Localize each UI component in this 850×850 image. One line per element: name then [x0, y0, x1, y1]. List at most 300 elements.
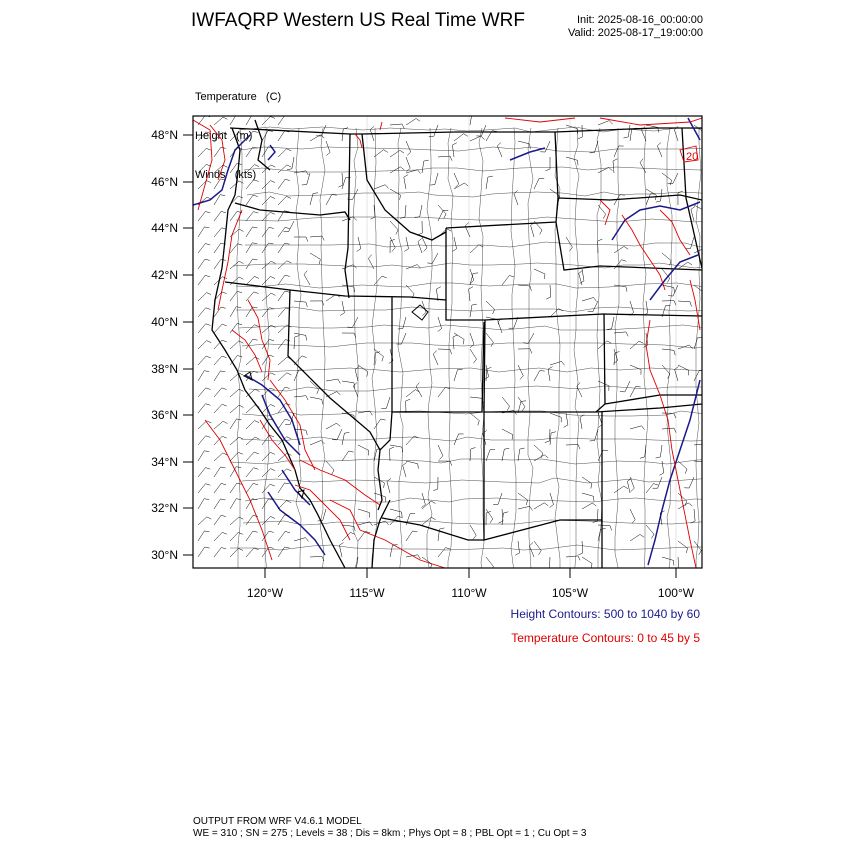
- wind-barb: [214, 467, 226, 477]
- wind-barb: [230, 307, 241, 317]
- wind-barb: [246, 405, 259, 413]
- field-height: Height (m): [195, 130, 253, 142]
- lat-label: 30°N: [151, 548, 178, 562]
- wind-barb: [198, 293, 211, 301]
- wind-barb: [262, 227, 274, 237]
- wind-barb: [678, 191, 683, 205]
- temperature-legend: Temperature Contours: 0 to 45 by 5: [511, 631, 700, 645]
- wind-barb: [580, 415, 584, 429]
- wind-barb: [198, 499, 209, 509]
- wind-barb: [278, 547, 290, 557]
- wind-barb: [566, 556, 580, 560]
- wind-barb: [518, 506, 533, 510]
- wind-barb: [214, 259, 226, 269]
- wind-barb: [230, 261, 244, 269]
- wind-barb: [518, 493, 528, 505]
- wind-barb: [675, 366, 679, 381]
- lon-label: 105°W: [551, 586, 589, 600]
- wind-barb: [230, 291, 242, 301]
- wind-barb: [198, 451, 209, 461]
- lat-ticks: [183, 135, 193, 555]
- wind-barb: [278, 387, 290, 397]
- county-line: [239, 368, 725, 372]
- wind-barb: [691, 509, 696, 523]
- wind-barb: [340, 301, 344, 316]
- coastline: [212, 120, 390, 568]
- wind-barb: [278, 275, 290, 285]
- wind-barb: [214, 548, 226, 558]
- wind-barb: [230, 517, 243, 525]
- wind-barb: [564, 413, 568, 427]
- wind-barb: [582, 557, 592, 568]
- wind-barb: [287, 157, 294, 170]
- model-config: WE = 310 ; SN = 275 ; Levels = 38 ; Dis = 8km ; Phys Opt = 8 ; PBL Opt = 1 ; Cu Opt = 3: [193, 828, 587, 839]
- wind-barb: [310, 556, 324, 561]
- wind-barb: [198, 356, 211, 365]
- wind-barb: [415, 205, 422, 218]
- wind-barb: [694, 248, 709, 253]
- wind-barb: [404, 175, 408, 189]
- county-line: [667, 128, 672, 596]
- lat-label: 48°N: [151, 128, 178, 142]
- lat-label: 38°N: [151, 362, 178, 376]
- wind-barb: [400, 205, 406, 218]
- wind-barb: [230, 405, 244, 413]
- county-line: [239, 325, 707, 330]
- wind-barb: [246, 437, 259, 445]
- wind-barb: [342, 381, 355, 388]
- wind-barb: [598, 239, 603, 253]
- wind-barb: [262, 499, 273, 509]
- wind-barb: [640, 445, 646, 458]
- wind-barb: [230, 341, 243, 349]
- wind-barb: [486, 301, 495, 314]
- wind-barb: [214, 453, 227, 461]
- wind-barb: [262, 355, 274, 365]
- wind-barb: [694, 205, 705, 216]
- wind-barb: [686, 237, 694, 249]
- wind-barb: [310, 253, 320, 264]
- wind-barb: [278, 165, 291, 173]
- wind-barb: [502, 276, 514, 286]
- wind-barb: [627, 479, 631, 494]
- wind-barb: [230, 148, 242, 157]
- wind-barb: [406, 555, 420, 559]
- wind-barb: [390, 221, 398, 234]
- wind-barb: [246, 531, 258, 541]
- wind-barb: [662, 349, 675, 355]
- wind-barb: [198, 436, 210, 445]
- wind-barb: [214, 532, 227, 541]
- wind-barb: [438, 317, 442, 332]
- wind-barb: [198, 371, 209, 381]
- wind-barb: [534, 269, 545, 279]
- wind-barb: [246, 483, 258, 493]
- wind-barb: [422, 501, 436, 509]
- wind-barb: [278, 243, 290, 253]
- wind-barb: [294, 237, 308, 242]
- wind-barb: [198, 244, 210, 254]
- wind-barb: [433, 477, 438, 491]
- wind-barb: [214, 307, 226, 317]
- wind-barb: [421, 493, 425, 508]
- wind-barb: [550, 361, 565, 365]
- wind-barb: [246, 452, 259, 461]
- wind-barb: [374, 352, 380, 365]
- wind-barb: [534, 178, 544, 189]
- wind-barb: [454, 183, 468, 189]
- wind-barb: [470, 413, 479, 425]
- wind-barb: [294, 370, 304, 381]
- wind-barb: [578, 125, 583, 139]
- wind-barb: [438, 156, 452, 161]
- county-line: [448, 128, 453, 578]
- wind-barb: [262, 293, 276, 301]
- wind-barb: [662, 173, 672, 185]
- county-line: [244, 167, 730, 172]
- wind-barb: [598, 121, 613, 125]
- wind-barb: [662, 301, 676, 306]
- lon-ticks: [265, 568, 676, 578]
- wind-barb: [483, 430, 487, 445]
- wind-barb: [310, 236, 324, 240]
- wind-barb: [214, 404, 227, 413]
- wind-barb: [278, 291, 290, 301]
- wind-barb: [406, 141, 411, 156]
- wind-barb: [358, 509, 370, 518]
- county-line: [243, 520, 714, 525]
- wind-barb: [614, 332, 628, 336]
- wind-barb: [294, 538, 309, 542]
- wind-barb: [198, 308, 211, 317]
- wind-barb: [694, 337, 703, 349]
- wind-barb: [452, 143, 456, 157]
- wind-barb: [246, 421, 259, 429]
- wind-barb: [198, 404, 210, 413]
- wind-barb: [246, 276, 259, 285]
- wind-barb: [342, 451, 354, 461]
- wind-barb: [630, 301, 634, 316]
- wind-barb: [230, 437, 244, 445]
- wind-barb: [582, 493, 594, 501]
- wind-barb: [406, 461, 418, 469]
- wind-barb: [310, 301, 324, 306]
- wind-barb: [198, 259, 210, 269]
- wind-barb: [662, 413, 676, 418]
- wind-barb: [470, 245, 483, 253]
- wind-barb: [418, 221, 423, 235]
- wind-barb: [662, 365, 670, 379]
- wind-barb: [691, 207, 695, 222]
- wind-barb: [534, 541, 541, 555]
- wind-barb: [678, 365, 689, 375]
- model-info: [193, 816, 586, 840]
- wind-barb: [454, 173, 459, 188]
- wind-barb: [214, 133, 227, 141]
- wind-barb: [534, 445, 543, 458]
- wind-barb: [678, 262, 692, 269]
- wind-barb: [214, 388, 227, 397]
- wind-barb: [198, 324, 210, 333]
- wind-barb: [678, 503, 692, 509]
- wind-barb: [470, 397, 483, 403]
- wind-barb: [470, 273, 478, 285]
- wind-barb: [390, 447, 395, 461]
- wind-barb: [374, 276, 387, 285]
- wind-barb: [534, 503, 548, 509]
- county-line: [245, 242, 730, 247]
- wind-barb: [339, 543, 343, 558]
- wind-barb: [262, 261, 276, 269]
- lat-label: 44°N: [151, 221, 178, 235]
- wind-barb: [427, 253, 438, 264]
- wind-barb: [418, 238, 422, 253]
- lat-label: 32°N: [151, 501, 178, 515]
- county-line: [237, 128, 242, 568]
- wind-barb: [646, 189, 656, 200]
- lon-label: 110°W: [451, 586, 487, 600]
- wind-barb: [278, 531, 290, 541]
- wind-barb: [198, 517, 211, 525]
- wind-barb: [262, 197, 275, 206]
- lat-labels: [151, 128, 178, 562]
- wind-barb: [588, 301, 598, 312]
- wind-barb: [502, 429, 513, 440]
- wind-barb: [316, 125, 326, 136]
- wind-barb: [278, 196, 291, 205]
- wind-barb: [326, 379, 340, 383]
- wind-barb: [644, 301, 648, 315]
- wind-barb: [342, 265, 357, 269]
- wind-barb: [406, 399, 411, 413]
- wind-barb: [278, 419, 290, 429]
- wind-barb: [548, 367, 552, 381]
- wind-barb: [198, 484, 210, 493]
- wind-barb: [656, 189, 662, 202]
- wind-barb: [214, 211, 226, 221]
- wind-barb: [678, 301, 692, 307]
- map-title: IWFAQRP Western US Real Time WRF: [191, 10, 525, 31]
- wind-barb: [646, 194, 655, 205]
- wind-barb: [470, 136, 485, 141]
- height-legend: Height Contours: 500 to 1040 by 60: [510, 607, 700, 621]
- wind-barb: [390, 167, 404, 173]
- wind-barb: [278, 227, 290, 237]
- wind-barb: [454, 434, 464, 445]
- wind-barb: [374, 150, 388, 157]
- wind-barb: [230, 532, 243, 541]
- wind-barb: [438, 548, 450, 557]
- wind-barb: [198, 547, 210, 557]
- wind-barb: [246, 515, 258, 525]
- wind-barb: [342, 333, 356, 338]
- wind-barb: [406, 531, 418, 541]
- wind-barb: [678, 541, 688, 553]
- wind-barb: [630, 426, 645, 430]
- wind-barb: [630, 365, 641, 375]
- wind-barb: [406, 436, 419, 445]
- wind-barb: [278, 261, 291, 269]
- wind-barb: [493, 493, 502, 505]
- wind-barb: [262, 469, 275, 477]
- county-line: [696, 128, 701, 590]
- wind-barb: [358, 411, 372, 415]
- wind-barb: [246, 227, 257, 237]
- wind-barb: [550, 413, 561, 422]
- county-line: [353, 128, 358, 576]
- wind-barb: [214, 483, 226, 493]
- wind-barb: [390, 150, 404, 157]
- wind-barb: [246, 292, 259, 301]
- wind-barb: [406, 119, 420, 126]
- wind-barb: [278, 373, 291, 381]
- wind-barb: [694, 444, 708, 448]
- wind-barb: [278, 115, 290, 125]
- wind-barb: [390, 445, 403, 452]
- wind-barb: [246, 307, 257, 317]
- wind-barb: [294, 301, 307, 307]
- county-line: [528, 128, 533, 568]
- wind-barb: [246, 131, 258, 141]
- wind-barb: [326, 461, 334, 474]
- wind-barb: [438, 349, 452, 354]
- wind-barb: [381, 397, 390, 409]
- wind-barb: [214, 371, 225, 381]
- wind-barb: [278, 179, 290, 189]
- wind-barb: [656, 445, 662, 458]
- wind-barb: [246, 243, 257, 253]
- wind-barb: [294, 336, 299, 350]
- county-line: [242, 478, 713, 483]
- wind-barb: [454, 333, 464, 344]
- wind-barb: [534, 455, 548, 461]
- wind-barb: [246, 548, 259, 557]
- wind-barb: [342, 432, 349, 445]
- height-contours: [193, 118, 700, 565]
- wind-barb: [497, 143, 502, 158]
- wind-barb: [404, 237, 408, 252]
- wind-barb: [614, 246, 628, 253]
- wind-barb: [486, 557, 493, 571]
- wind-barb: [640, 159, 646, 173]
- wind-barb: [438, 387, 450, 397]
- wind-barb: [262, 181, 275, 189]
- wind-barb: [278, 131, 290, 141]
- wind-barb: [660, 511, 664, 525]
- wind-barb: [598, 525, 612, 530]
- wind-barb: [630, 341, 644, 349]
- wind-barb: [545, 157, 550, 171]
- wind-barb: [534, 371, 545, 382]
- wind-barb: [198, 212, 210, 222]
- wind-barb: [396, 333, 406, 344]
- wind-barb: [198, 148, 211, 157]
- wind-barb: [230, 244, 242, 253]
- county-line: [574, 128, 579, 577]
- wind-barb: [278, 149, 291, 157]
- wind-barb: [214, 228, 227, 237]
- wind-barb: [470, 112, 477, 125]
- wind-barb: [438, 205, 446, 218]
- contour-label: 20: [686, 151, 699, 163]
- wind-barb: [502, 512, 508, 525]
- wind-barb: [310, 193, 318, 205]
- wind-barb: [469, 287, 473, 301]
- wind-barb: [246, 147, 258, 157]
- wind-barb: [198, 468, 210, 477]
- wind-barb: [523, 333, 534, 344]
- wind-barb: [374, 521, 389, 525]
- wind-barb: [387, 479, 391, 494]
- wind-barb: [486, 509, 493, 523]
- wind-barb: [230, 419, 241, 429]
- wind-barb: [566, 445, 580, 450]
- lat-label: 40°N: [151, 315, 178, 329]
- wind-barb: [338, 173, 343, 187]
- wind-barb: [582, 503, 596, 509]
- wind-barb: [550, 493, 554, 508]
- wind-barb: [620, 381, 630, 392]
- wind-barb: [262, 117, 275, 126]
- wind-barb: [438, 461, 452, 466]
- lon-label: 120°W: [246, 586, 284, 600]
- wind-barb: [614, 486, 628, 493]
- wind-barb: [566, 157, 578, 165]
- wind-barb: [646, 525, 654, 539]
- wind-barb: [214, 277, 227, 285]
- wind-barb: [398, 317, 406, 329]
- wind-barb: [623, 125, 630, 138]
- wind-barb: [310, 397, 323, 404]
- wind-barb: [590, 429, 598, 441]
- lon-label: 100°W: [657, 586, 695, 600]
- wind-barb: [546, 285, 551, 299]
- wind-barb: [662, 557, 674, 565]
- lon-labels: [247, 586, 695, 600]
- lat-label: 34°N: [151, 455, 178, 469]
- wind-barb: [486, 333, 493, 347]
- wind-barb: [470, 304, 477, 317]
- wind-barb: [590, 141, 599, 153]
- wind-barb: [230, 548, 243, 557]
- wind-barb: [438, 210, 448, 221]
- wind-barb: [246, 259, 258, 269]
- map-frame: [193, 116, 702, 568]
- wind-barb: [515, 541, 519, 555]
- state-boundaries: [225, 128, 702, 568]
- wind-barb: [694, 541, 701, 555]
- wind-barb: [262, 277, 275, 286]
- wind-barb: [422, 237, 427, 252]
- county-line: [236, 283, 713, 288]
- wind-barb: [230, 389, 244, 397]
- wind-barb: [566, 125, 578, 134]
- wind-barb: [465, 223, 470, 238]
- wind-barb: [518, 349, 532, 354]
- wind-barb: [198, 531, 209, 541]
- wind-barb: [403, 462, 407, 477]
- wind-barb: [453, 335, 458, 349]
- wind-barb: [540, 141, 550, 152]
- wind-barb: [470, 269, 474, 284]
- wind-barb: [304, 271, 310, 285]
- map-content: [193, 112, 737, 596]
- wind-barb: [518, 365, 523, 379]
- wind-barb: [578, 541, 583, 555]
- wind-barb: [422, 160, 429, 173]
- wind-barb: [438, 528, 444, 541]
- wind-barb: [262, 131, 273, 141]
